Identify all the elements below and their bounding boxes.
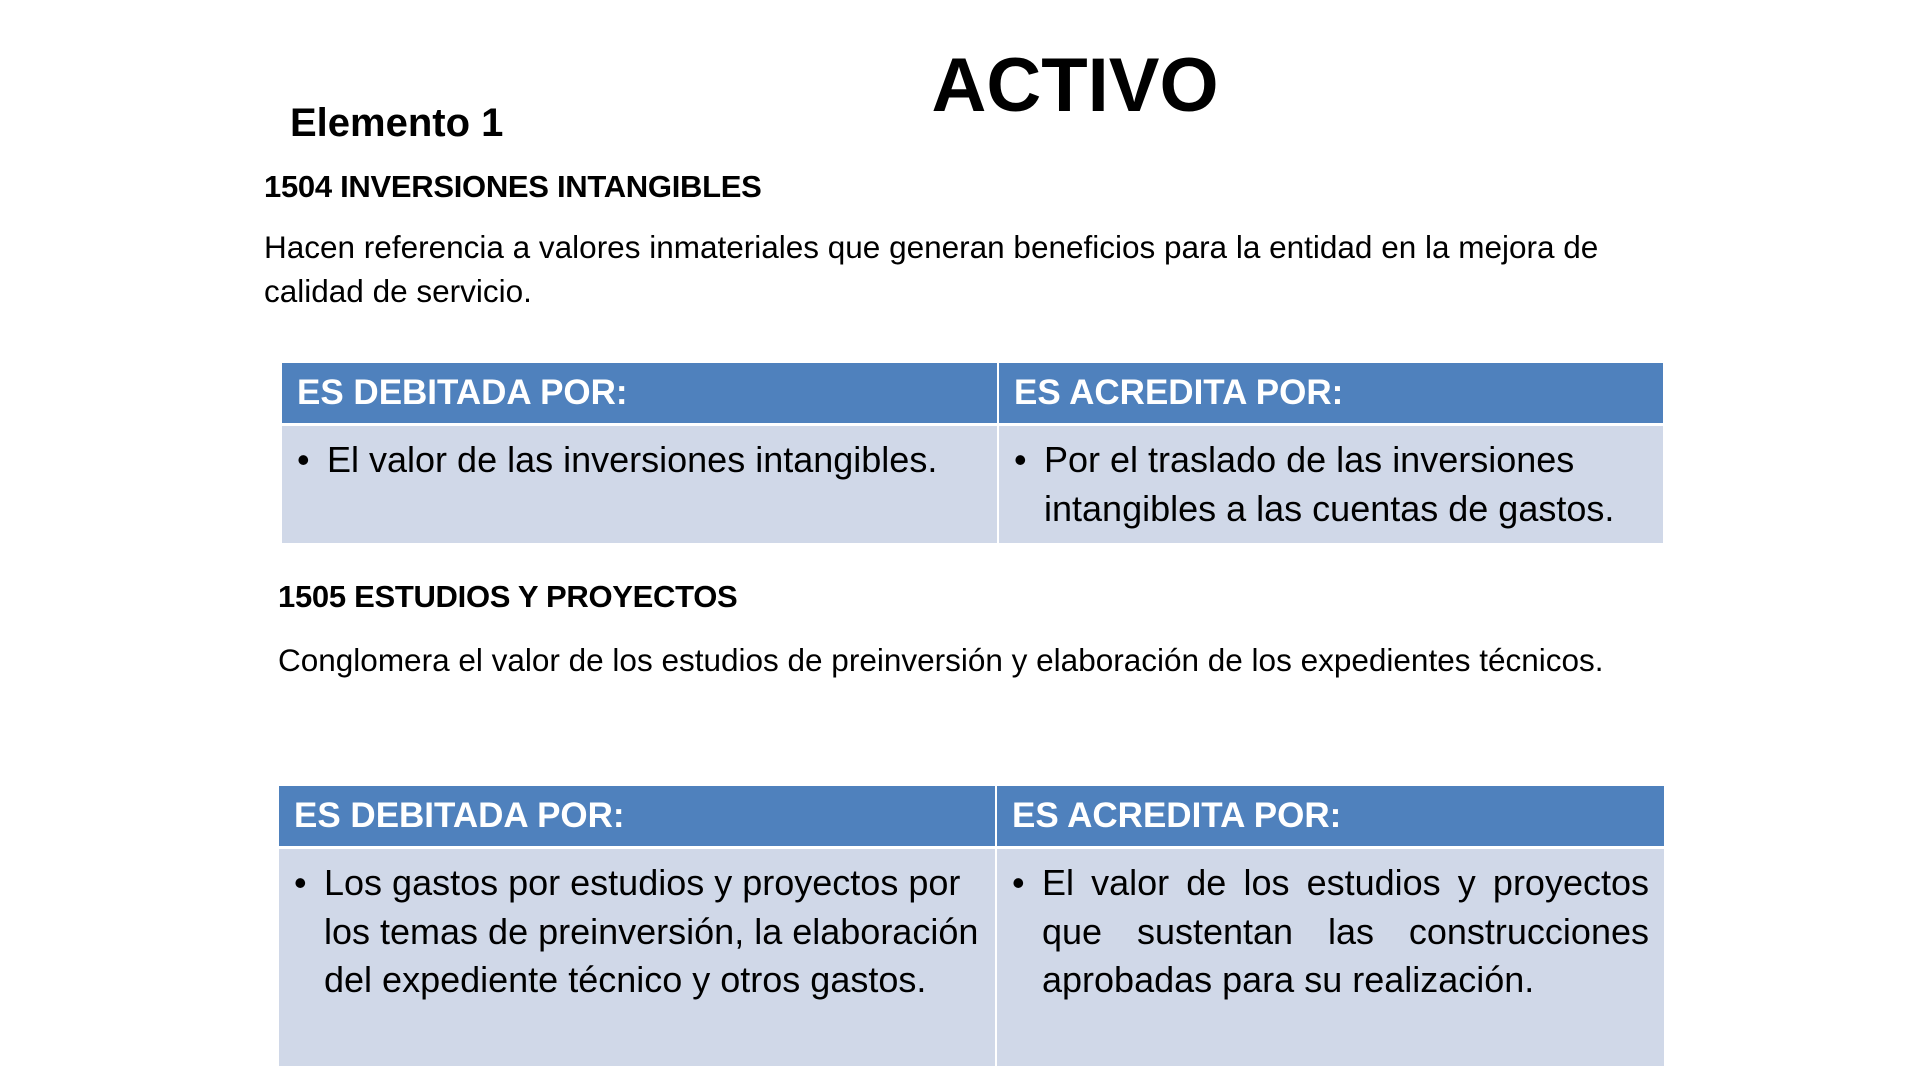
credit-item: • El valor de los estudios y proyectos que sustentan las construcciones aprobadas para su realización. <box>1012 859 1649 1005</box>
debit-item: • El valor de las inversiones intangibles. <box>297 436 982 485</box>
debit-header: ES DEBITADA POR: <box>282 363 998 425</box>
section-title-1505: 1505 ESTUDIOS Y PROYECTOS <box>278 579 738 614</box>
element-label: Elemento 1 <box>290 101 504 145</box>
debit-item: • Los gastos por estudios y proyectos por los temas de preinversión, la elaboración del expediente técnico y otros gastos. <box>294 859 980 1005</box>
debit-credit-table-1504 <box>282 363 1663 543</box>
credit-header: ES ACREDITA POR: <box>996 786 1664 848</box>
credit-item: • Por el traslado de las inversiones intangibles a las cuentas de gastos. <box>1014 436 1648 533</box>
credit-cell <box>998 425 1663 544</box>
debit-header: ES DEBITADA POR: <box>279 786 996 848</box>
credit-cell <box>996 848 1664 1066</box>
debit-cell <box>282 425 998 544</box>
section-title-1504: 1504 INVERSIONES INTANGIBLES <box>264 169 762 204</box>
debit-credit-table-1505 <box>279 786 1664 1066</box>
section-description-1504: Hacen referencia a valores inmateriales que generan beneficios para la entidad en la mejora de calidad de servicio. <box>264 229 1599 309</box>
slide-title: ACTIVO <box>931 43 1219 128</box>
debit-cell <box>279 848 996 1066</box>
section-description-1505: Conglomera el valor de los estudios de preinversión y elaboración de los expedientes técnicos. <box>278 642 1604 678</box>
credit-header: ES ACREDITA POR: <box>998 363 1663 425</box>
